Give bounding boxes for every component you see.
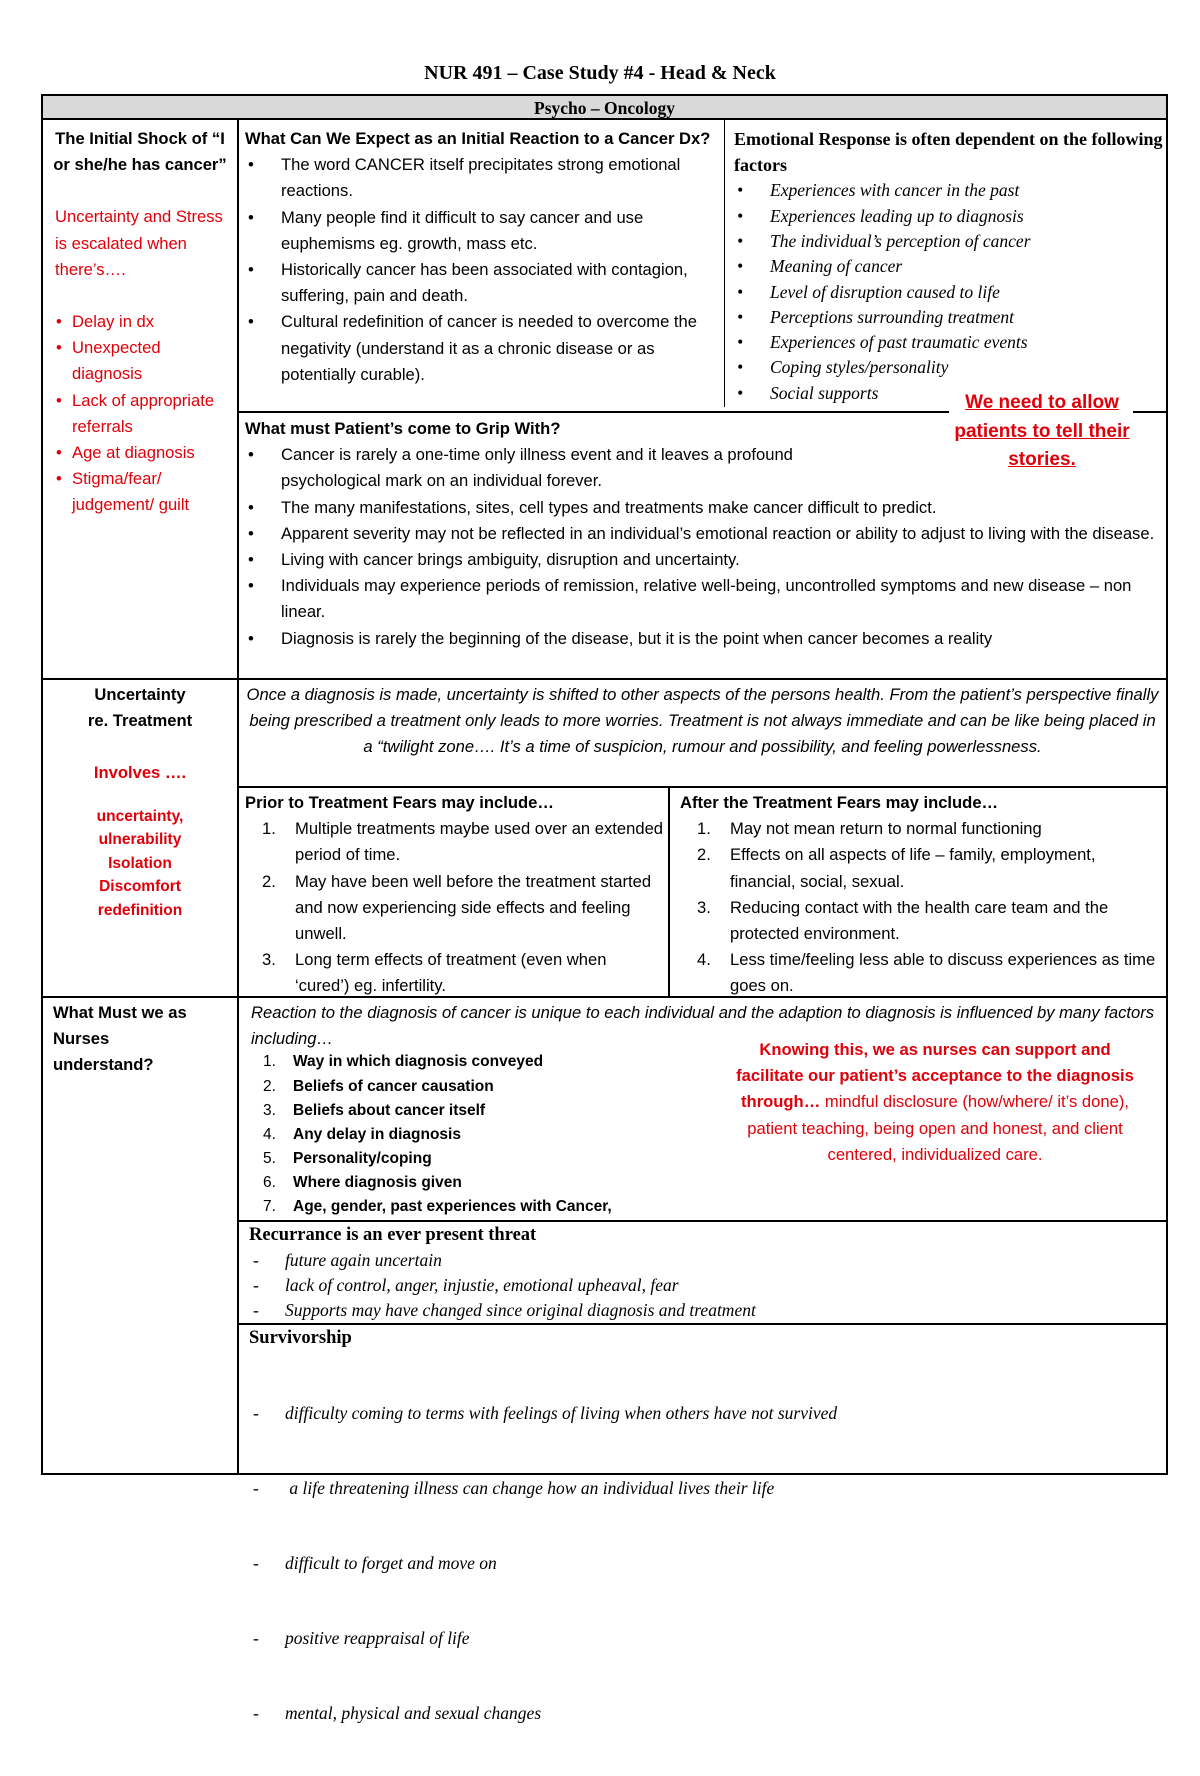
emotional-response-heading: Emotional Response is often dependent on the following factors <box>734 129 1163 176</box>
initial-reaction-heading: What Can We Expect as an Initial Reaction to a Cancer Dx? <box>245 129 711 148</box>
initial-shock-heading: The Initial Shock of “I or she/he has cancer” <box>53 129 227 175</box>
emotional-response-cell <box>734 126 1164 406</box>
divider <box>239 411 949 413</box>
list-item: • Meaning of cancer <box>734 254 1164 279</box>
divider <box>239 1323 1166 1325</box>
list-item <box>251 1195 1163 1219</box>
prior-fears-list <box>245 816 665 999</box>
item-number: 5. <box>263 1149 276 1167</box>
list-item: • Perceptions surrounding treatment <box>734 305 1164 330</box>
item-number: 2. <box>263 1077 276 1095</box>
divider <box>239 1220 1166 1222</box>
item-number: 6. <box>263 1173 276 1191</box>
list-item-text: Beliefs about cancer itself <box>293 1101 486 1119</box>
initial-shock-cell <box>47 126 233 519</box>
list-item-text: Reducing contact with the health care team and the protected environment. <box>730 897 1109 944</box>
emotional-response-list <box>734 178 1164 406</box>
list-item: ulnerability <box>98 831 182 849</box>
recurrence-cell <box>249 1223 1163 1323</box>
come-to-grip-list <box>245 442 1163 652</box>
table-header-label: Psycho – Oncology <box>534 98 675 118</box>
list-item: • Age at diagnosis <box>55 440 233 466</box>
uncertainty-involves: Involves …. <box>93 763 187 783</box>
recurrence-list <box>249 1248 1163 1323</box>
uncertainty-treatment-heading: Uncertainty re. Treatment <box>87 685 193 731</box>
list-item: • Cultural redefinition of cancer is needed to overcome the negativity (understand it as a chronic disease or as potentially curable). <box>245 309 719 388</box>
list-item: Isolation <box>108 854 172 872</box>
item-number: 1. <box>262 819 276 839</box>
after-fears-list <box>680 816 1163 999</box>
list-item: redefinition <box>97 901 183 919</box>
initial-shock-list <box>47 309 233 519</box>
divider <box>724 120 725 407</box>
list-item: - mental, physical and sexual changes <box>249 1701 1163 1726</box>
survivorship-list <box>249 1351 1163 1776</box>
divider <box>43 678 1166 680</box>
item-number: 3. <box>262 950 276 970</box>
initial-reaction-list <box>245 152 719 388</box>
list-item-text: Where diagnosis given <box>293 1173 462 1191</box>
list-item: • Individuals may experience periods of remission, relative well-being, uncontrolled symptoms and new disease – non linear. <box>245 573 1163 625</box>
list-item: Discomfort <box>99 878 181 896</box>
list-item <box>680 947 1163 999</box>
item-number: 4. <box>263 1125 276 1143</box>
list-item-text: Beliefs of cancer causation <box>293 1077 494 1095</box>
list-item: • Living with cancer brings ambiguity, disruption and uncertainty. <box>245 547 1163 573</box>
list-item: • Experiences of past traumatic events <box>734 330 1164 355</box>
come-to-grip-cell <box>245 416 1163 652</box>
list-item: • Experiences leading up to diagnosis <box>734 204 1164 229</box>
list-item: - lack of control, anger, injustie, emotional upheaval, fear <box>249 1273 1163 1298</box>
list-item: - future again uncertain <box>249 1248 1163 1273</box>
list-item: • Apparent severity may not be reflected in an individual’s emotional reaction or ability to adjust to living with the disease. <box>245 521 1163 547</box>
list-item-text: Effects on all aspects of life – family, employment, financial, social, sexual. <box>730 845 1096 891</box>
list-item: - a life threatening illness can change how an individual lives their life <box>249 1476 1163 1501</box>
list-item: • Social supports <box>734 381 1164 406</box>
list-item: - positive reappraisal of life <box>249 1626 1163 1651</box>
list-item-text: Less time/feeling less able to discuss experiences as time goes on. <box>730 950 1156 996</box>
item-number: 2. <box>262 871 276 891</box>
prior-fears-heading: Prior to Treatment Fears may include… <box>245 793 554 812</box>
item-number: 3. <box>263 1101 276 1119</box>
nurses-intro: Reaction to the diagnosis of cancer is unique to each individual and the adaption to diagnosis is influenced by many factors including… <box>251 1003 1155 1049</box>
come-to-grip-heading: What must Patient’s come to Grip With? <box>245 419 561 438</box>
item-number: 7. <box>263 1197 276 1215</box>
list-item-text: Personality/coping <box>293 1149 432 1167</box>
nurses-callout-rest: mindful disclosure (how/where/ it’s done), patient teaching, being open and honest, and client centered, individualized care. <box>747 1092 1129 1164</box>
divider <box>237 120 239 1475</box>
uncertainty-intro: Once a diagnosis is made, uncertainty is shifted to other aspects of the persons health. From the patient’s perspective finally being prescribed a treatment only leads to more worries. Treatment is not always immediate and can be like being placed in a “twilight zone…. It’s a time of suspicion, rumour and possibility, and feeling powerlessness. <box>246 685 1159 757</box>
divider <box>239 786 1166 788</box>
divider <box>668 786 670 998</box>
initial-reaction-cell <box>245 126 719 388</box>
prior-fears-cell <box>245 790 665 1000</box>
content-table <box>41 94 1168 1723</box>
list-item: • Stigma/fear/ judgement/ guilt <box>55 466 233 518</box>
list-item-text: May have been well before the treatment started and now experiencing side effects and feeling unwell. <box>295 871 652 944</box>
list-item: - difficult to forget and move on <box>249 1551 1163 1576</box>
list-item <box>680 895 1163 947</box>
initial-shock-intro: Uncertainty and Stress is escalated when there’s…. <box>55 207 223 279</box>
list-item-text: Way in which diagnosis conveyed <box>293 1053 544 1071</box>
list-item: uncertainty, <box>96 807 184 825</box>
list-item-text: Any delay in diagnosis <box>293 1125 461 1143</box>
nurses-callout <box>735 1037 1135 1168</box>
item-number: 2. <box>697 845 711 865</box>
list-item <box>251 1171 1163 1195</box>
list-item <box>245 816 665 868</box>
list-item-text: Multiple treatments maybe used over an extended period of time. <box>295 819 664 865</box>
recurrence-heading: Recurrance is an ever present threat <box>249 1225 537 1245</box>
nurses-callout-lead: Knowing this, we as nurses can support and facilitate our patient’s acceptance to the diagnosis through… <box>736 1040 1134 1112</box>
item-number: 4. <box>697 950 711 970</box>
uncertainty-terms <box>47 805 233 923</box>
list-item: • Many people find it difficult to say cancer and use euphemisms eg. growth, mass etc. <box>245 205 719 257</box>
list-item <box>680 816 1163 842</box>
divider <box>1133 411 1166 413</box>
list-item: • The word CANCER itself precipitates strong emotional reactions. <box>245 152 719 204</box>
after-fears-heading: After the Treatment Fears may include… <box>680 793 999 812</box>
list-item <box>245 869 665 948</box>
list-item-text: May not mean return to normal functioning <box>730 819 1042 839</box>
list-item: • Cancer is rarely a one-time only illness event and it leaves a profound psychological mark on an individual forever. <box>245 442 801 494</box>
survivorship-cell <box>249 1326 1163 1776</box>
list-item: • Diagnosis is rarely the beginning of the disease, but it is the point when cancer becomes a reality <box>245 626 1163 652</box>
list-item-text: Long term effects of treatment (even when ‘cured’) eg. infertility. <box>295 950 607 996</box>
list-item: • Unexpected diagnosis <box>55 335 233 387</box>
list-item: - Supports may have changed since original diagnosis and treatment <box>249 1298 1163 1323</box>
list-item: • Experiences with cancer in the past <box>734 178 1164 203</box>
item-number: 1. <box>263 1053 276 1071</box>
list-item <box>245 947 665 999</box>
list-item: • Level of disruption caused to life <box>734 280 1164 305</box>
after-fears-cell <box>680 790 1163 1000</box>
nurses-heading: What Must we as Nurses understand? <box>53 1003 187 1075</box>
list-item: • Coping styles/personality <box>734 355 1164 380</box>
list-item: • Lack of appropriate referrals <box>55 388 233 440</box>
list-item-text: Age, gender, past experiences with Cancer, <box>293 1197 612 1215</box>
uncertainty-treatment-cell <box>47 682 233 923</box>
list-item: • Historically cancer has been associated with contagion, suffering, pain and death. <box>245 257 719 309</box>
list-item <box>680 842 1163 894</box>
stories-callout: We need to allow patients to tell their stories. <box>954 392 1130 470</box>
document-title: NUR 491 – Case Study #4 - Head & Neck <box>424 62 776 84</box>
item-number: 1. <box>697 819 711 839</box>
survivorship-heading: Survivorship <box>249 1328 352 1348</box>
item-number: 3. <box>697 897 711 917</box>
list-item: • The many manifestations, sites, cell types and treatments make cancer difficult to predict. <box>245 495 1163 521</box>
list-item: • Delay in dx <box>55 309 233 335</box>
list-item: • The individual’s perception of cancer <box>734 229 1164 254</box>
list-item: - difficulty coming to terms with feelings of living when others have not survived <box>249 1401 1163 1426</box>
